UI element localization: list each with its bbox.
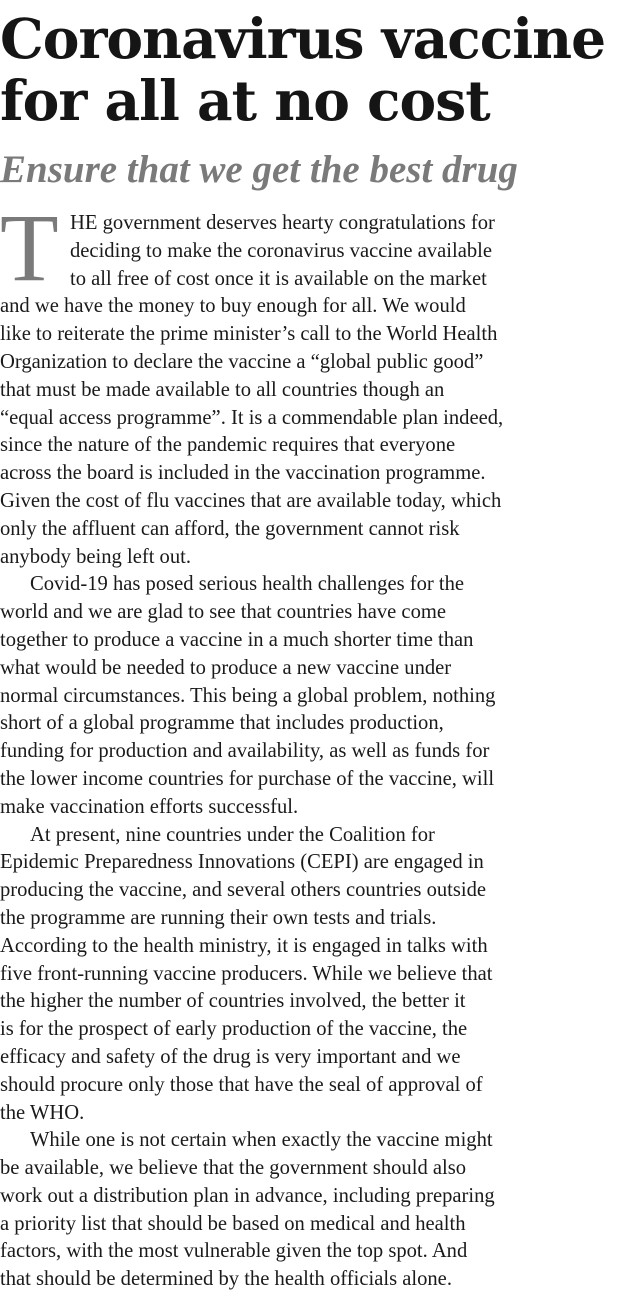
- text-line: that should be determined by the health officials alone.: [0, 1268, 452, 1291]
- paragraph-3: [0, 822, 629, 1128]
- text-line: what would be needed to produce a new vaccine under: [0, 656, 452, 679]
- text-line: be available, we believe that the government should also: [0, 1157, 467, 1180]
- text-line: to all free of cost once it is available on the market: [70, 267, 487, 290]
- text-line: factors, with the most vulnerable given the top spot. And: [0, 1240, 468, 1263]
- text-line: “equal access programme”. It is a commendable plan indeed,: [0, 406, 504, 429]
- text-line: a priority list that should be based on medical and health: [0, 1212, 466, 1235]
- text-line: Organization to declare the vaccine a “global public good”: [0, 350, 484, 373]
- text-line: efficacy and safety of the drug is very important and we: [0, 1045, 461, 1068]
- subheadline: Ensure that we get the best drug: [0, 148, 518, 191]
- headline-line-2: for all at no cost: [0, 68, 490, 133]
- headline: [0, 8, 629, 132]
- text-line: and we have the money to buy enough for all. We would: [0, 295, 466, 318]
- text-line: Covid-19 has posed serious health challenges for the: [30, 573, 465, 596]
- text-line: five front-running vaccine producers. While we believe that: [0, 962, 493, 985]
- text-line: work out a distribution plan in advance, including preparing: [0, 1184, 495, 1207]
- text-line: HE government deserves hearty congratulations for: [70, 212, 495, 234]
- text-line: only the affluent can afford, the government cannot risk: [0, 517, 460, 540]
- text-line: make vaccination efforts successful.: [0, 795, 299, 818]
- text-line: deciding to make the coronavirus vaccine available: [70, 239, 492, 262]
- text-line: While one is not certain when exactly the vaccine might: [30, 1129, 493, 1152]
- article-body: [0, 194, 629, 1294]
- text-line: since the nature of the pandemic requires that everyone: [0, 434, 456, 457]
- text-line: the WHO.: [0, 1101, 85, 1124]
- text-line: anybody being left out.: [0, 545, 192, 568]
- text-line: together to produce a vaccine in a much shorter time than: [0, 628, 474, 651]
- text-line: should procure only those that have the seal of approval of: [0, 1073, 483, 1096]
- text-line: world and we are glad to see that countries have come: [0, 601, 447, 624]
- text-line: across the board is included in the vaccination programme.: [0, 462, 486, 485]
- text-line: is for the prospect of early production of the vaccine, the: [0, 1018, 468, 1041]
- paragraph-4: [0, 1127, 629, 1294]
- text-line: Epidemic Preparedness Innovations (CEPI) are engaged in: [0, 851, 484, 874]
- text-line: Given the cost of flu vaccines that are available today, which: [0, 489, 502, 512]
- text-line: short of a global programme that includes production,: [0, 712, 444, 735]
- text-line: funding for production and availability, as well as funds for: [0, 740, 490, 763]
- paragraph-1: [0, 194, 629, 571]
- text-line: the programme are running their own tests and trials.: [0, 906, 437, 929]
- paragraph-2: [0, 571, 629, 821]
- drop-cap: T: [0, 194, 59, 301]
- text-line: the higher the number of countries involved, the better it: [0, 990, 466, 1013]
- headline-line-1: Coronavirus vaccine: [0, 6, 606, 71]
- text-line: that must be made available to all countries though an: [0, 378, 445, 401]
- text-line: According to the health ministry, it is engaged in talks with: [0, 934, 488, 957]
- text-line: normal circumstances. This being a global problem, nothing: [0, 684, 496, 707]
- text-line: the lower income countries for purchase of the vaccine, will: [0, 767, 495, 790]
- text-line: At present, nine countries under the Coalition for: [30, 823, 435, 846]
- text-line: like to reiterate the prime minister’s call to the World Health: [0, 323, 498, 346]
- text-line: producing the vaccine, and several others countries outside: [0, 879, 487, 902]
